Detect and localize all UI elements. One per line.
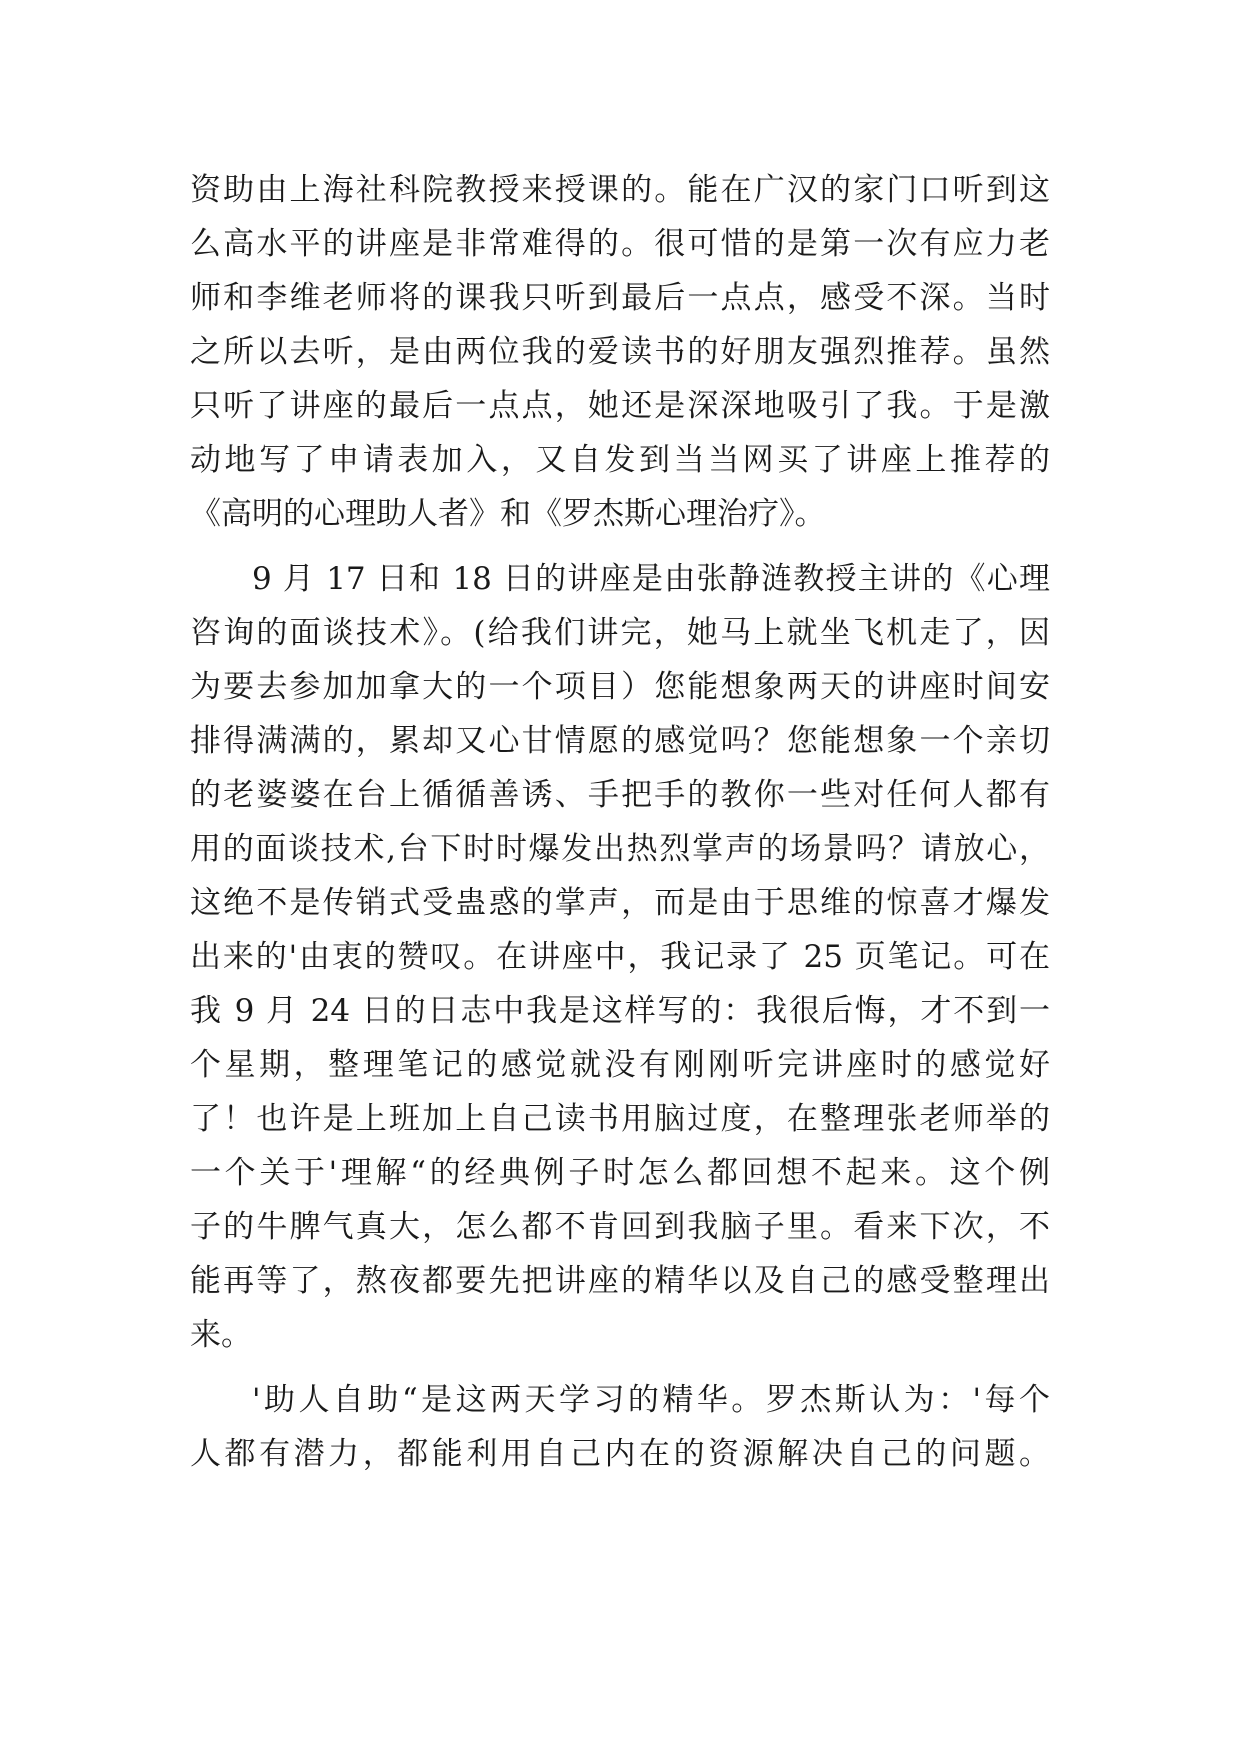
paragraph-2-line: 排得满满的，累却又心甘情愿的感觉吗？您能想象一个亲切: [190, 723, 1050, 759]
paragraph-2-line: 用的面谈技术,台下时时爆发出热烈掌声的场景吗？请放心，: [190, 831, 1050, 867]
paragraph-1-line: 动地写了申请表加入，又自发到当当网买了讲座上推荐的: [190, 442, 1050, 478]
paragraph-2-line: 我 9 月 24 日的日志中我是这样写的：我很后悔，才不到一: [190, 993, 1050, 1029]
paragraph-2-line: 9 月 17 日和 18 日的讲座是由张静涟教授主讲的《心理: [252, 561, 1050, 597]
paragraph-2-line: 咨询的面谈技术》。(给我们讲完，她马上就坐飞机走了，因: [190, 615, 1050, 651]
paragraph-2-line: 这绝不是传销式受蛊惑的掌声，而是由于思维的惊喜才爆发: [190, 885, 1050, 921]
paragraph-1-line: 资助由上海社科院教授来授课的。能在广汉的家门口听到这: [190, 172, 1050, 208]
paragraph-2-line: 来。: [190, 1317, 252, 1353]
paragraph-1-line: 《高明的心理助人者》和《罗杰斯心理治疗》。: [190, 496, 826, 532]
paragraph-2-line: 为要去参加加拿大的一个项目）您能想象两天的讲座时间安: [190, 669, 1050, 705]
paragraph-gap: [190, 1362, 1050, 1373]
paragraph-1-line: 师和李维老师将的课我只听到最后一点点，感受不深。当时: [190, 280, 1050, 316]
paragraph-gap: [190, 541, 1050, 552]
paragraph-1-line: 之所以去听，是由两位我的爱读书的好朋友强烈推荐。虽然: [190, 334, 1050, 370]
paragraph-2-line: 子的牛脾气真大，怎么都不肯回到我脑子里。看来下次，不: [190, 1209, 1050, 1245]
paragraph-3-line: '助人自助“是这两天学习的精华。罗杰斯认为：'每个: [252, 1382, 1050, 1418]
paragraph-2-line: 了！也许是上班加上自己读书用脑过度，在整理张老师举的: [190, 1101, 1050, 1137]
paragraph-2-line: 个星期，整理笔记的感觉就没有刚刚听完讲座时的感觉好: [190, 1047, 1050, 1083]
paragraph-1-line: 么高水平的讲座是非常难得的。很可惜的是第一次有应力老: [190, 226, 1050, 262]
paragraph-2-line: 的老婆婆在台上循循善诱、手把手的教你一些对任何人都有: [190, 777, 1050, 813]
paragraph-3-line: 人都有潜力，都能利用自己内在的资源解决自己的问题。: [190, 1436, 1050, 1472]
body-text: [190, 163, 1050, 1481]
paragraph-1-line: 只听了讲座的最后一点点，她还是深深地吸引了我。于是激: [190, 388, 1050, 424]
paragraph-2-line: 一个关于'理解“的经典例子时怎么都回想不起来。这个例: [190, 1155, 1050, 1191]
paragraph-2-line: 能再等了，熬夜都要先把讲座的精华以及自己的感受整理出: [190, 1263, 1050, 1299]
paragraph-2-line: 出来的'由衷的赞叹。在讲座中，我记录了 25 页笔记。可在: [190, 939, 1050, 975]
